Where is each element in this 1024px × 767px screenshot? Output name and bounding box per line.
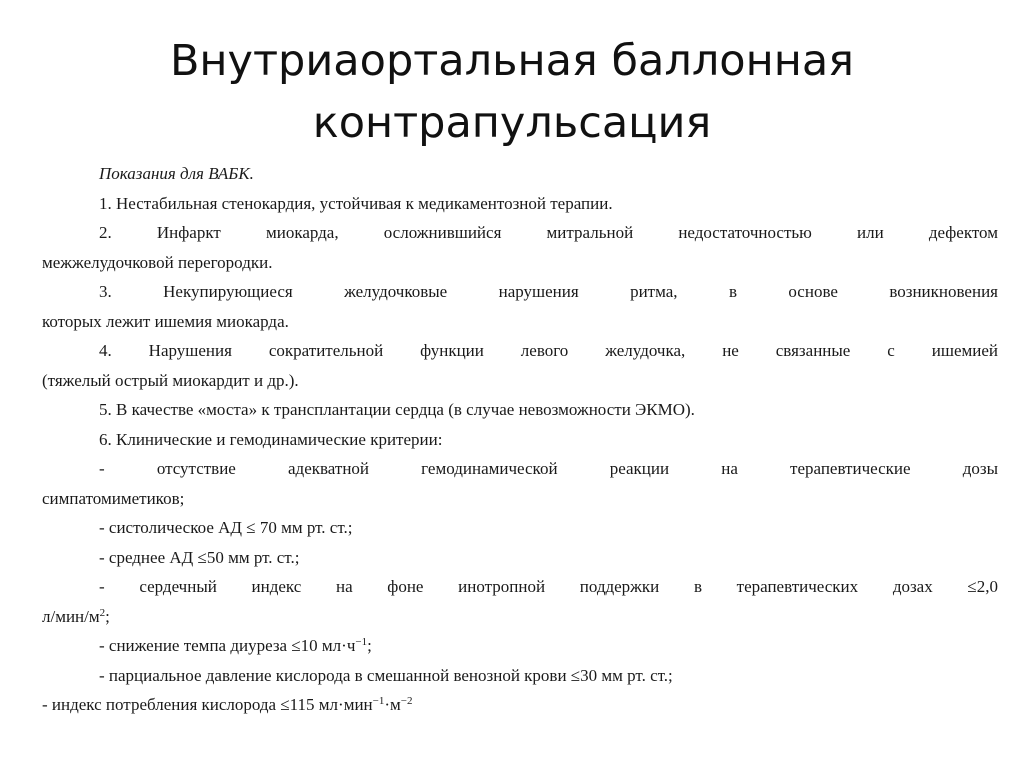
criterion-7-unit: ·м [384,695,401,714]
criterion-3: - среднее АД ≤50 мм рт. ст.; [99,547,300,567]
criterion-7-exp-2: −2 [400,695,413,707]
criterion-4-line-2 [42,602,998,632]
indication-4-line-2: (тяжелый острый миокардит и др.). [42,370,299,390]
indications-text [42,159,998,720]
criterion-7-exp-1: −1 [372,695,385,707]
indication-2-line-2: межжелудочковой перегородки. [42,252,273,272]
indication-1: 1. Нестабильная стенокардия, устойчивая к медикаментозной терапии. [99,193,613,213]
indication-3-line-1: 3. Некупирующиеся желудочковые нарушения ритма, в основе возникновения [99,282,998,301]
indication-3-line-2: которых лежит ишемия миокарда. [42,311,289,331]
criterion-7-text: - индекс потребления кислорода ≤115 мл·мин [42,695,373,714]
criterion-1-line-2: симпатомиметиков; [42,488,185,508]
criterion-6: - парциальное давление кислорода в смешанной венозной крови ≤30 мм рт. ст.; [99,665,673,685]
criterion-4-unit-exp: 2 [99,606,106,619]
criterion-5-exp: −1 [355,636,368,648]
indication-6: 6. Клинические и гемодинамические критерии: [99,429,443,449]
criterion-5-end: ; [367,636,372,655]
slide-title-line-1: Внутриаортальная баллонная [169,36,855,86]
criterion-5-text: - снижение темпа диуреза ≤10 мл·ч [99,636,356,655]
indication-5: 5. В качестве «моста» к трансплантации сердца (в случае невозможности ЭКМО). [99,400,695,419]
criterion-7 [42,690,998,720]
criterion-1-line-1: - отсутствие адекватной гемодинамической реакции на терапевтические дозы [99,459,998,478]
indications-heading: Показания для ВАБК. [99,164,254,183]
criterion-4-line-1: - сердечный индекс на фоне инотропной поддержки в терапевтических дозах ≤2,0 [99,577,998,596]
slide-title-line-2: контрапульсация [312,98,712,148]
criterion-2: - систолическое АД ≤ 70 мм рт. ст.; [99,518,353,537]
criterion-4-end: ; [105,606,110,626]
indication-2-line-1: 2. Инфаркт миокарда, осложнившийся митральной недостаточностью или дефектом [99,223,998,242]
criterion-4-unit: л/мин/м [42,606,100,626]
indication-4-line-1: 4. Нарушения сократительной функции левого желудочка, не связанные с ишемией [99,341,998,360]
slide-title [0,30,1024,154]
criterion-5 [42,631,998,661]
